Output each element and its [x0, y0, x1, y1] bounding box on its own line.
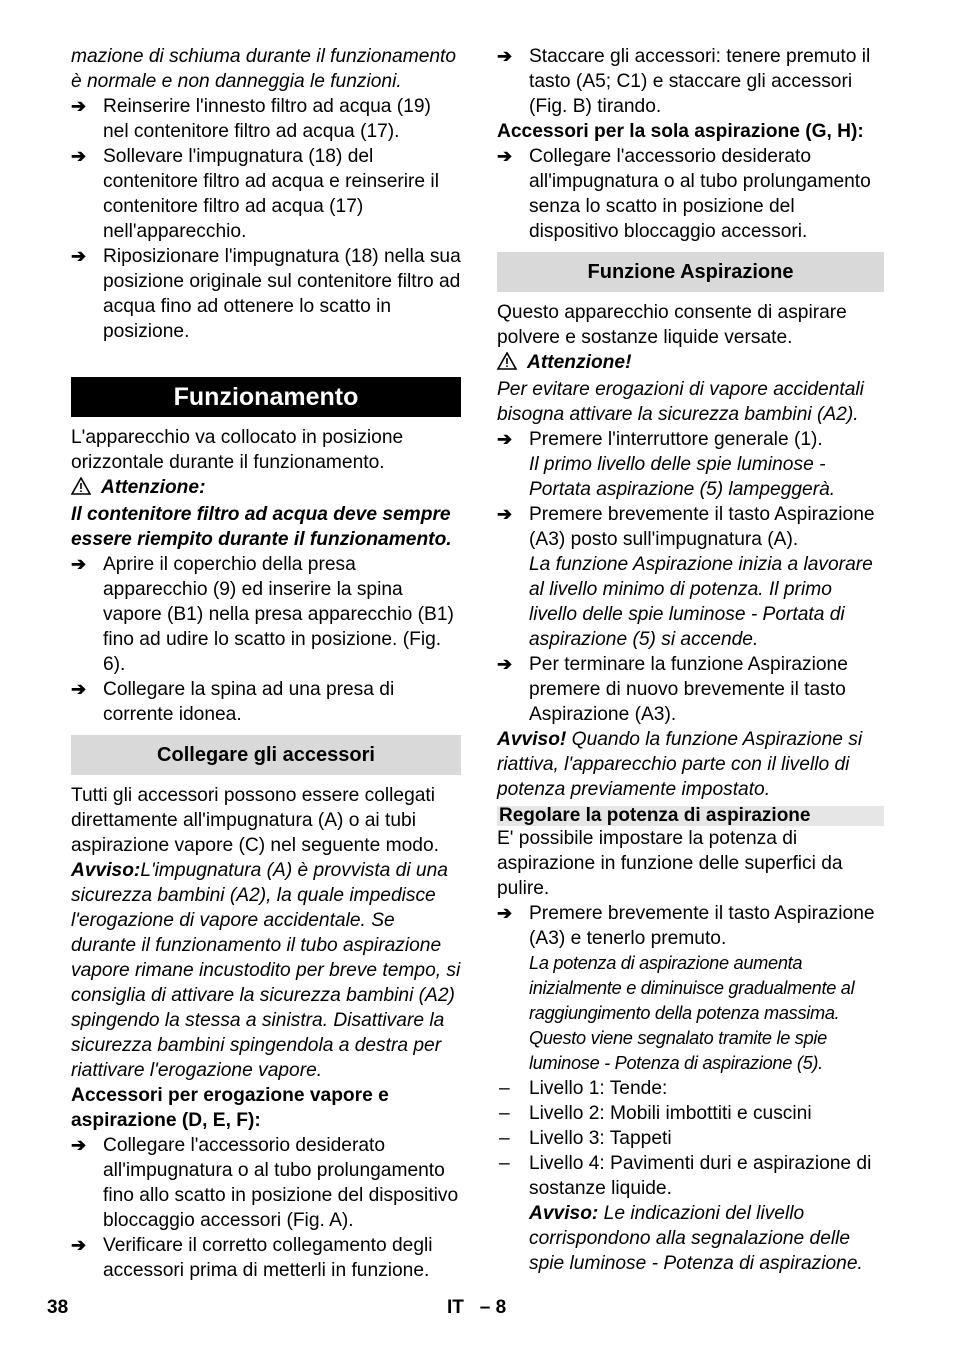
step-note: La funzione Aspirazione inizia a lavorare al livello minimo di potenza. Il primo livello delle spie luminose - Portata di aspirazione (5) si accende. [529, 554, 873, 650]
left-column [71, 44, 461, 1283]
right-column [497, 44, 884, 1276]
subheading-vapore: Accessori per erogazione vapore e aspirazione (D, E, F): [71, 1085, 389, 1131]
list-item: ➔ Verificare il corretto collegamento degli accessori prima di metterli in funzione. [71, 1235, 433, 1281]
funzionamento-text: L'apparecchio va collocato in posizione orizzontale durante il funzionamento. [71, 427, 404, 473]
list-item: ➔ Aprire il coperchio della presa apparecchio (9) ed inserire la spina vapore (B1) nella presa apparecchio (B1) fino ad udire lo scatto in posizione. (Fig. 6). [71, 554, 454, 675]
list-item: ➔ Reinserire l'innesto filtro ad acqua (19) nel contenitore filtro ad acqua (17). [71, 96, 431, 142]
arrow-right-icon: ➔ [497, 903, 513, 923]
funzione-text: Questo apparecchio consente di aspirare polvere e sostanze liquide versate. [497, 302, 847, 348]
list-item: ➔ Premere brevemente il tasto Aspirazione (A3) e tenerlo premuto. [497, 903, 875, 949]
warning-triangle-icon [71, 477, 91, 502]
list-item: ➔ Per terminare la funzione Aspirazione premere di nuovo brevemente il tasto Aspirazione (A3). [497, 654, 848, 725]
collegare-text: Tutti gli accessori possono essere collegati direttamente all'impugnatura (A) o ai tubi aspirazione vapore (C) nel seguente modo. [71, 785, 439, 856]
arrow-right-icon: ➔ [71, 1135, 87, 1155]
avviso-paragraph: Avviso: Le indicazioni del livello corrispondono alla segnalazione delle spie luminose - Potenza di aspirazione. [529, 1203, 863, 1274]
warning-text: Per evitare erogazioni di vapore accidentali bisogna attivare la sicurezza bambini (A2). [497, 379, 864, 425]
section-heading-collegare: Collegare gli accessori [71, 735, 461, 775]
level-item: – Livello 3: Tappeti [499, 1128, 672, 1149]
arrow-right-icon: ➔ [71, 246, 87, 266]
section-heading-funzione-aspirazione: Funzione Aspirazione [497, 252, 884, 292]
arrow-right-icon: ➔ [71, 679, 87, 699]
level-item: – Livello 2: Mobili imbottiti e cuscini [499, 1103, 812, 1124]
list-item: ➔ Riposizionare l'impugnatura (18) nella sua posizione originale sul contenitore filtro ad acqua fino ad ottenere lo scatto in posizione. [71, 246, 461, 342]
list-item: ➔ Sollevare l'impugnatura (18) del contenitore filtro ad acqua e reinserire il contenitore filtro ad acqua (17) nell'apparecchio. [71, 146, 439, 242]
step-note: La potenza di aspirazione aumenta inizialmente e diminuisce gradualmente al raggiungimento della potenza massima. Questo viene segnalato tramite le spie luminose - Potenza di aspirazione (5). [529, 953, 855, 1073]
subheading-aspirazione: Accessori per la sola aspirazione (G, H): [497, 121, 864, 142]
list-item: ➔ Premere l'interruttore generale (1). [497, 429, 823, 450]
list-item: ➔ Staccare gli accessori: tenere premuto il tasto (A5; C1) e staccare gli accessori (Fig. B) tirando. [497, 46, 871, 117]
arrow-right-icon: ➔ [497, 504, 513, 524]
page-number: 38 [47, 1297, 69, 1318]
section-heading-regolare: Regolare la potenza di aspirazione [497, 806, 884, 826]
section-heading-funzionamento: Funzionamento [71, 377, 461, 417]
warning-line: Attenzione: [71, 475, 461, 502]
list-item: ➔ Premere brevemente il tasto Aspirazione (A3) posto sull'impugnatura (A). [497, 504, 875, 550]
level-item: – Livello 4: Pavimenti duri e aspirazione di sostanze liquide. [499, 1153, 872, 1199]
step-note: Il primo livello delle spie luminose - Portata aspirazione (5) lampeggerà. [529, 454, 836, 500]
warning-triangle-icon [497, 352, 517, 377]
list-item: ➔ Collegare la spina ad una presa di corrente idonea. [71, 679, 395, 725]
regolare-text: E' possibile impostare la potenza di aspirazione in funzione delle superfici da pulire. [497, 828, 843, 899]
language-page-indicator: IT – 8 [447, 1297, 507, 1318]
arrow-right-icon: ➔ [497, 46, 513, 66]
warning-text: Il contenitore filtro ad acqua deve sempre essere riempito durante il funzionamento. [71, 504, 452, 550]
arrow-right-icon: ➔ [497, 429, 513, 449]
arrow-right-icon: ➔ [71, 146, 87, 166]
arrow-right-icon: ➔ [71, 554, 87, 574]
intro-paragraph: mazione di schiuma durante il funzionamento è normale e non danneggia le funzioni. [71, 46, 457, 92]
arrow-right-icon: ➔ [71, 96, 87, 116]
arrow-right-icon: ➔ [497, 654, 513, 674]
list-item: ➔ Collegare l'accessorio desiderato all'impugnatura o al tubo prolungamento fino allo scatto in posizione del dispositivo bloccaggio accessori (Fig. A). [71, 1135, 459, 1231]
arrow-right-icon: ➔ [497, 146, 513, 166]
list-item: ➔ Collegare l'accessorio desiderato all'impugnatura o al tubo prolungamento senza lo scatto in posizione del dispositivo bloccaggio accessori. [497, 146, 871, 242]
level-item: – Livello 1: Tende: [499, 1078, 668, 1099]
warning-line: Attenzione! [497, 350, 884, 377]
avviso-paragraph: Avviso:L'impugnatura (A) è provvista di una sicurezza bambini (A2), la quale impedisce l'erogazione di vapore accidentale. Se durante il funzionamento il tubo aspirazione vapore rimane incustodito per breve tempo, si consiglia di attivare la sicurezza bambini (A2) spingendo la stessa a sinistra. Disattivare la sicurezza bambini spingendola a destra per riattivare l'erogazione vapore. [71, 860, 461, 1081]
avviso-paragraph: Avviso! Quando la funzione Aspirazione si riattiva, l'apparecchio parte con il livello di potenza previamente impostato. [497, 729, 863, 800]
arrow-right-icon: ➔ [71, 1235, 87, 1255]
